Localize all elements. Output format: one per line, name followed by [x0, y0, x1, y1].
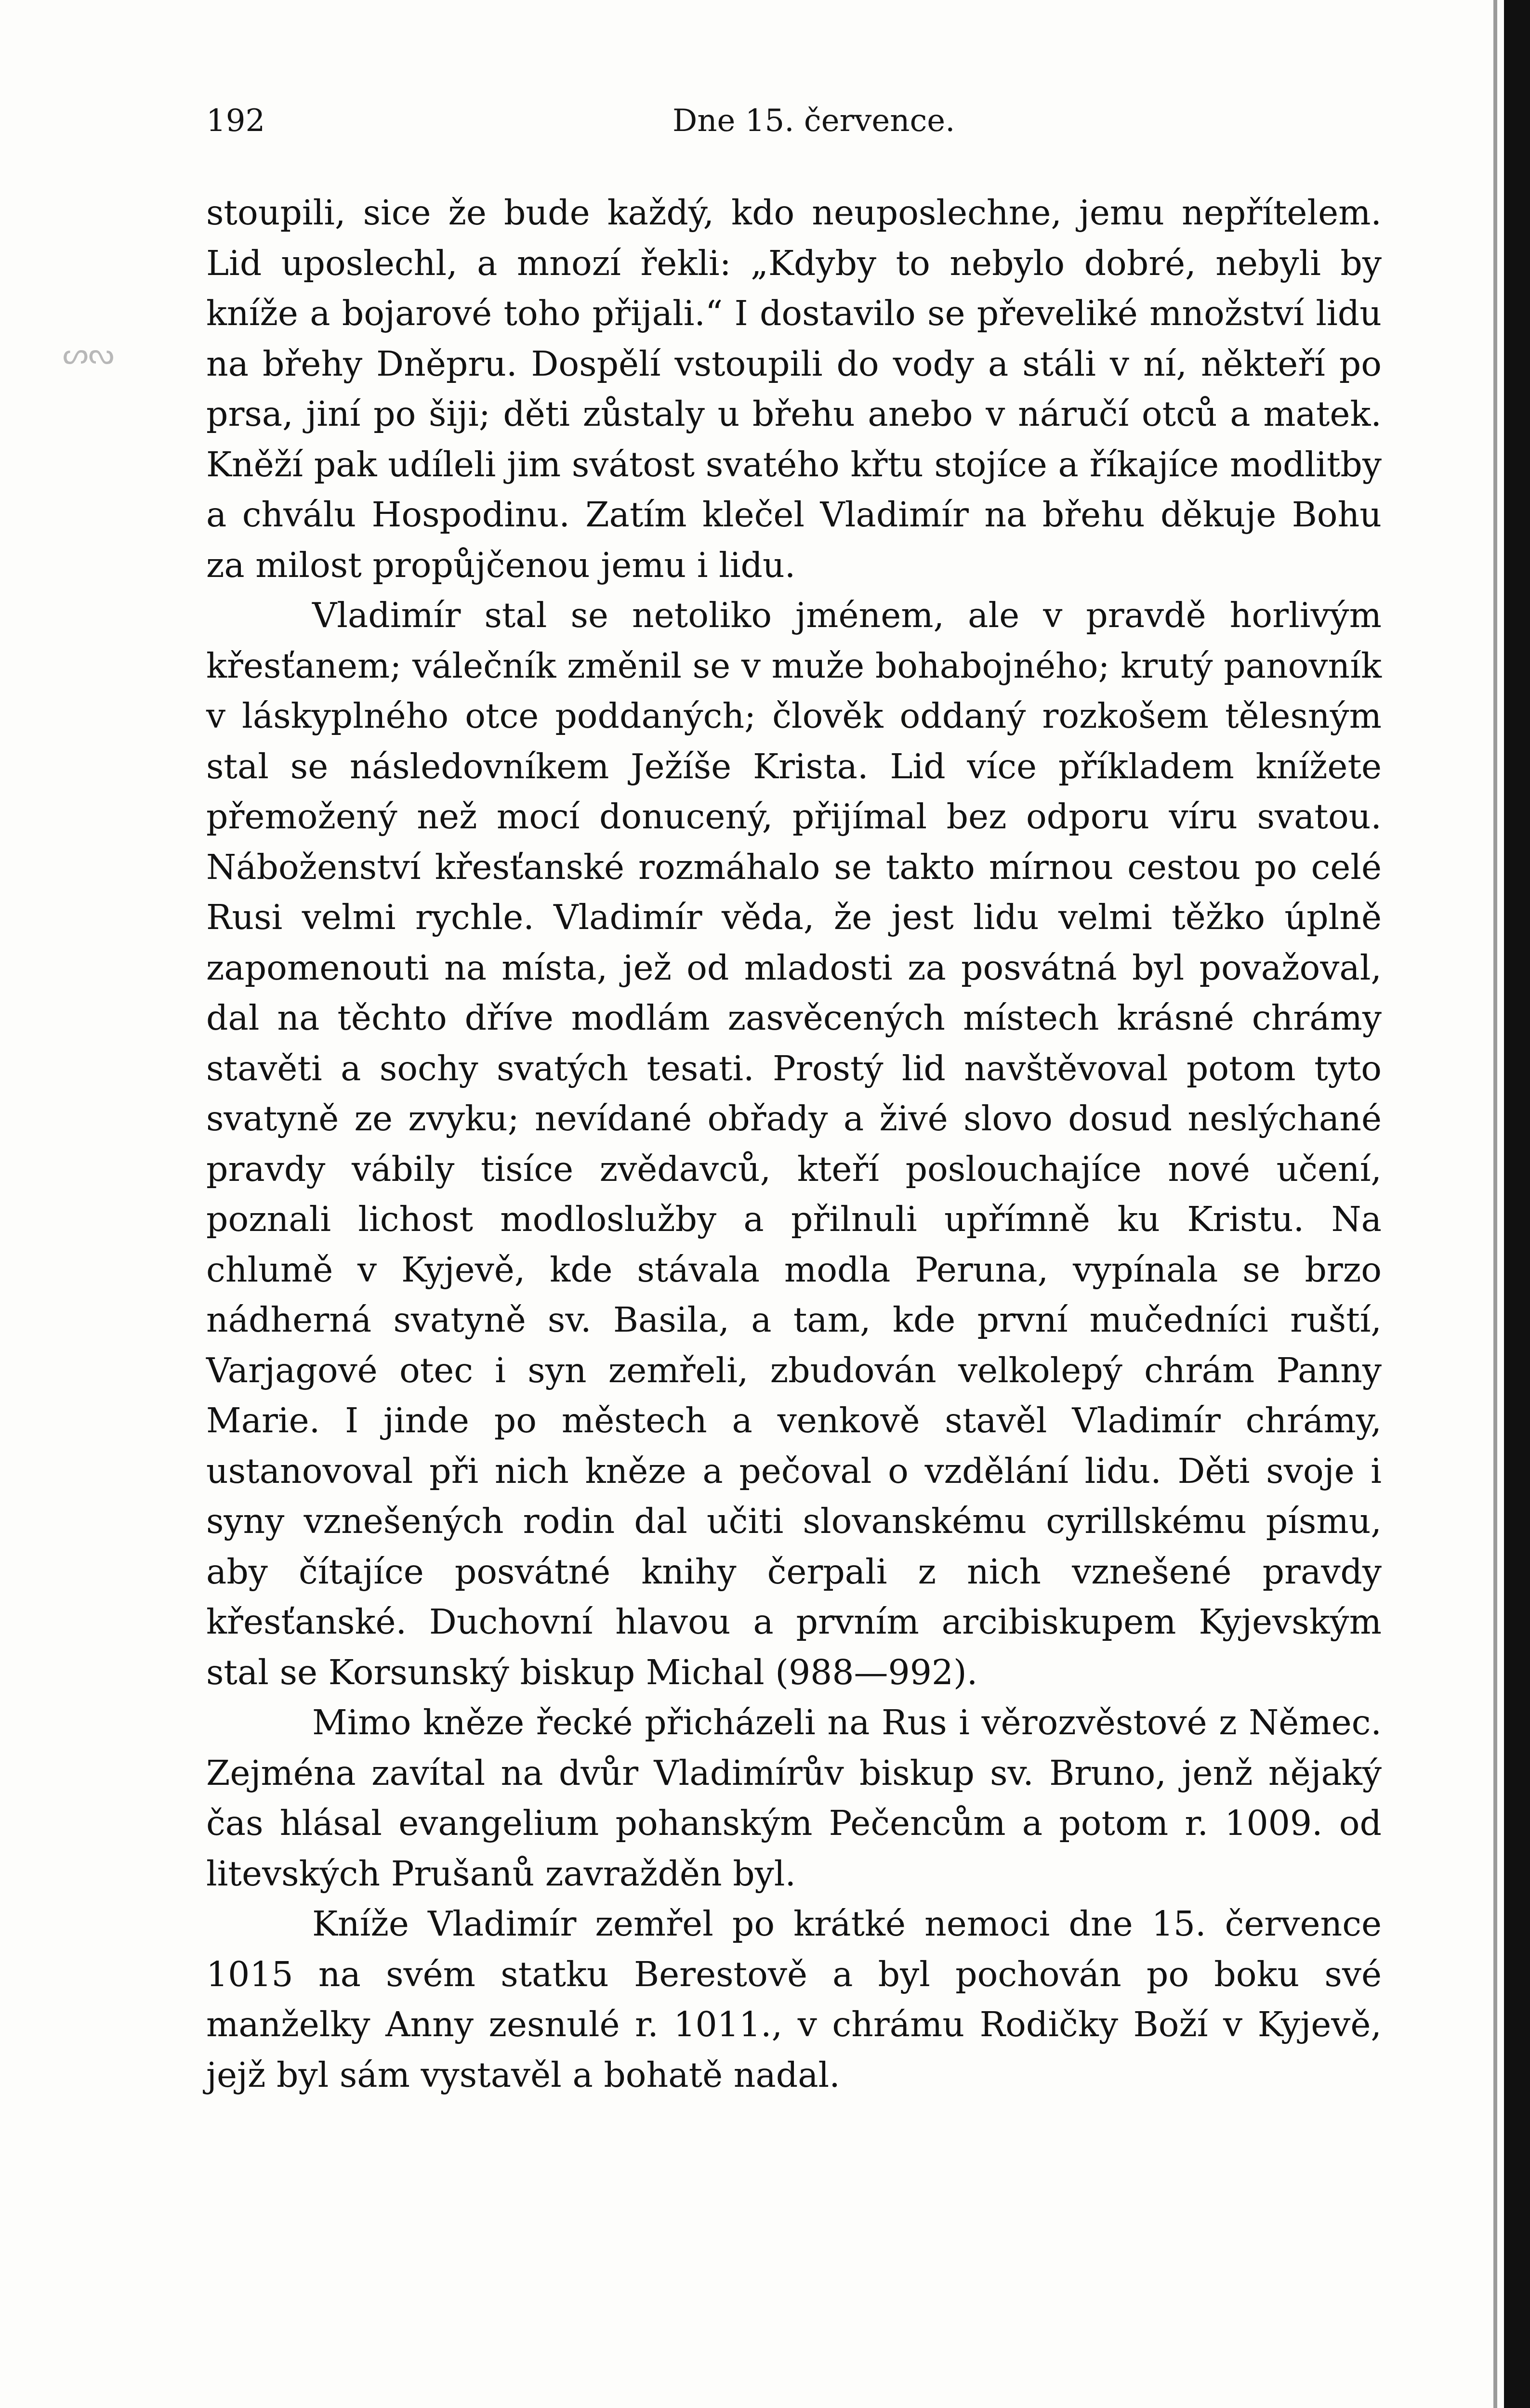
body-text: [206, 188, 1382, 2100]
paragraph-3: Mimo kněze řecké přicházeli na Rus i věrozvěstové z Němec. Zejména zavítal na dvůr Vladimírův biskup sv. Bruno, jenž nějaký čas hlásal evangelium pohanským Pečencům a potom r. 1009. od litevských Prušanů zavražděn byl.: [206, 1702, 1382, 1894]
running-title: Dne 15. července.: [673, 103, 955, 139]
page-header: [206, 103, 1430, 156]
scan-shadow: [1493, 0, 1497, 2408]
paragraph-1: stoupili, sice že bude každý, kdo neuposlechne, jemu nepřítelem. Lid uposlechl, a mnozí řekli: „Kdyby to nebylo dobré, nebyli by kníže a bojarové toho přijali.“ I dostavilo se převeliké množství lidu na břehy Dněpru. Dospělí vstoupili do vody a stáli v ní, někteří po prsa, jiní po šiji; děti zůstaly u břehu anebo v náručí otců a matek. Kněží pak udíleli jim svátost svatého křtu stojíce a říkajíce modlitby a chválu Hospodinu. Zatím klečel Vladimír na břehu děkuje Bohu za milost propůjčenou jemu i lidu.: [206, 193, 1382, 585]
margin-pencil-mark: ᔕᔓ: [63, 337, 114, 371]
paragraph-4: Kníže Vladimír zemřel po krátké nemoci dne 15. července 1015 na svém statku Berestově a byl pochován po boku své manželky Anny zesnulé r. 1011., v chrámu Rodičky Boží v Kyjevě, jejž byl sám vystavěl a bohatě nadal.: [206, 1904, 1382, 2095]
paragraph-2: Vladimír stal se netoliko jménem, ale v pravdě horlivým křesťanem; válečník změnil se v muže bohabojného; krutý panovník v láskyplného otce poddaných; člověk oddaný rozkošem tělesným stal se následovníkem Ježíše Krista. Lid více příkladem knížete přemožený než mocí donucený, přijímal bez odporu víru svatou. Náboženství křesťanské rozmáhalo se takto mírnou cestou po celé Rusi velmi rychle. Vladimír věda, že jest lidu velmi těžko úplně zapomenouti na místa, jež od mladosti za posvátná byl považoval, dal na těchto dříve modlám zasvěcených místech krásné chrámy stavěti a sochy svatých tesati. Prostý lid navštěvoval potom tyto svatyně ze zvyku; nevídané obřady a živé slovo dosud neslýchané pravdy vábily tisíce zvědavců, kteří poslouchajíce nové učení, poznali lichost modloslužby a přilnuli upřímně ku Kristu. Na chlumě v Kyjevě, kde stávala modla Peruna, vypínala se brzo nádherná svatyně sv. Basila, a tam, kde první mučedníci ruští, Varjagové otec i syn zemřeli, zbudován velkolepý chrám Panny Marie. I jinde po městech a venkově stavěl Vladimír chrámy, ustanovoval při nich kněze a pečoval o vzdělání lidu. Děti svoje i syny vznešených rodin dal učiti slovanskému cyrillskému písmu, aby čítajíce posvátné knihy čerpali z nich vznešené pravdy křesťanské. Duchovní hlavou a prvním arcibiskupem Kyjevským stal se Korsunský biskup Michal (988—992).: [206, 595, 1382, 1692]
scan-edge: [1504, 0, 1530, 2408]
page-number: 192: [206, 103, 265, 139]
